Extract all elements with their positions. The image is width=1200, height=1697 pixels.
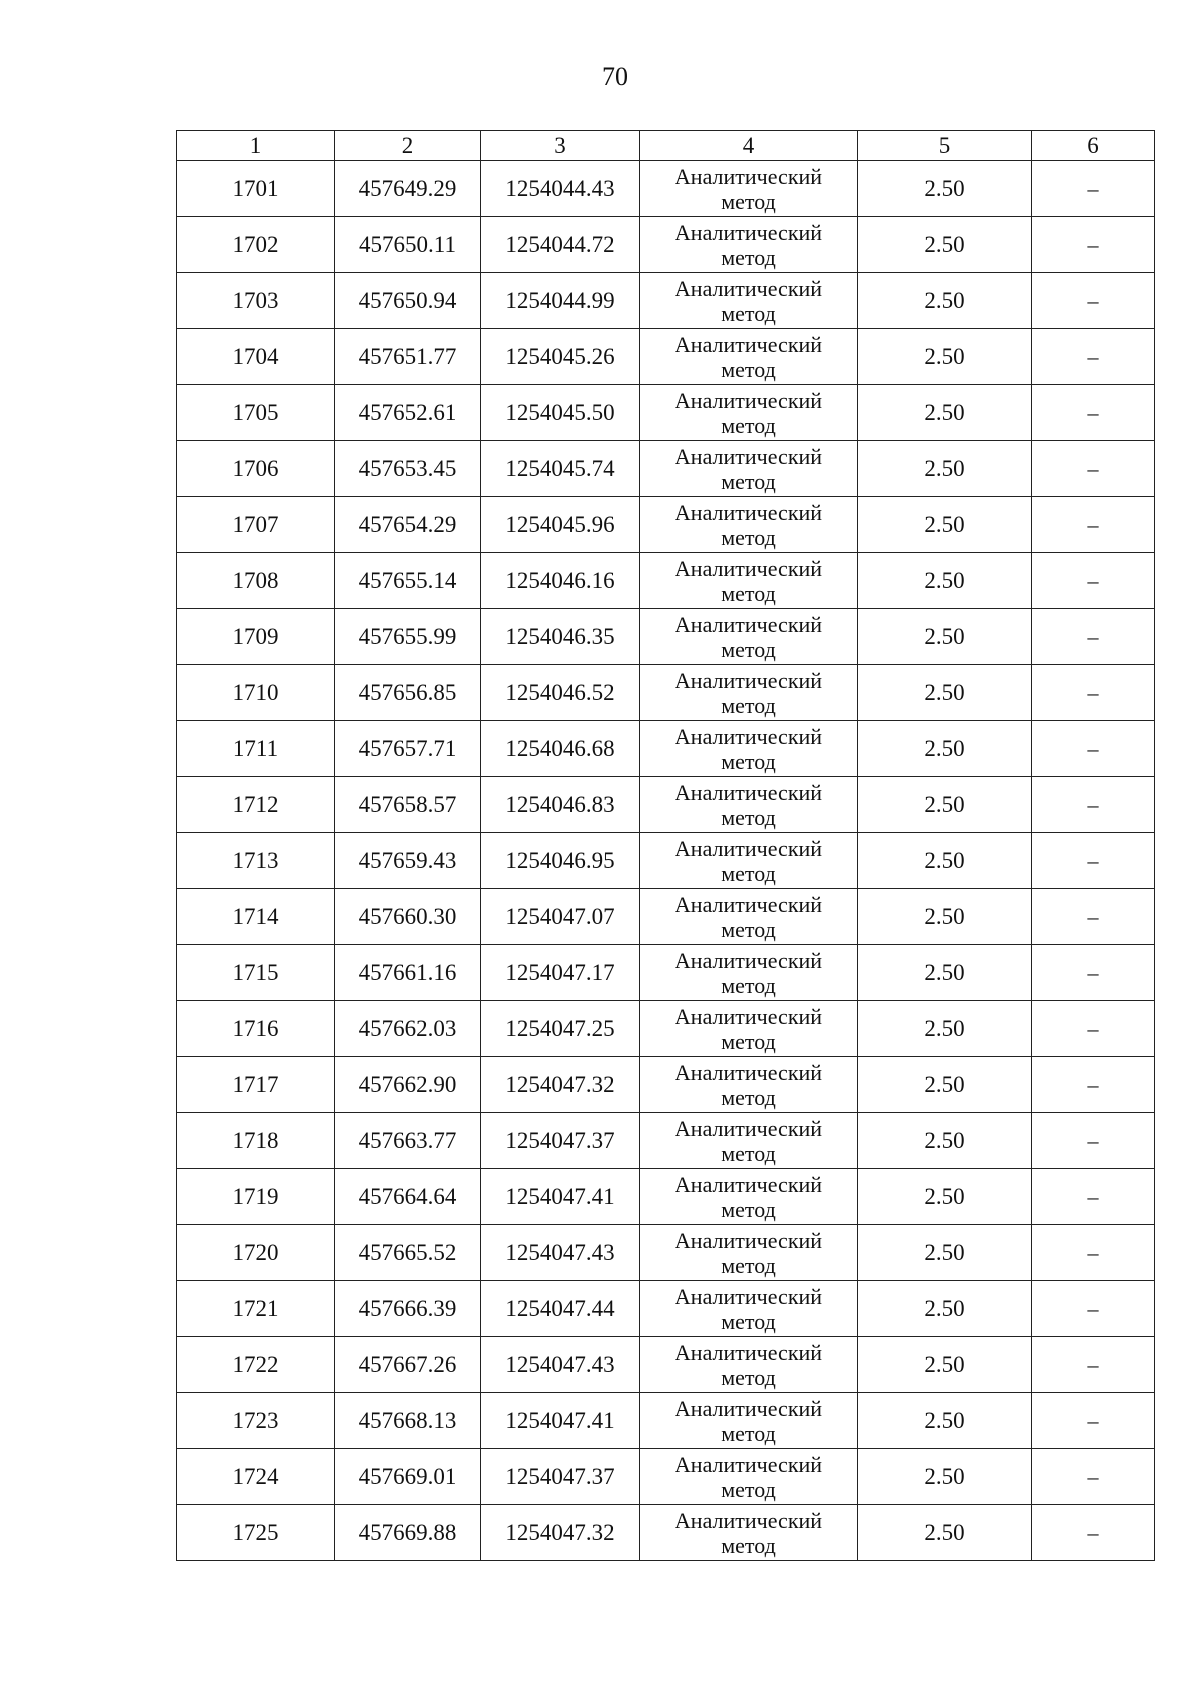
method-line-1: Аналитический bbox=[674, 667, 823, 693]
x-coordinate-cell: 457662.03 bbox=[335, 1001, 481, 1057]
y-coordinate-cell: 1254046.35 bbox=[481, 609, 640, 665]
method-cell bbox=[640, 1225, 858, 1281]
table-row bbox=[177, 497, 1155, 553]
note-cell: – bbox=[1032, 385, 1155, 441]
note-cell: – bbox=[1032, 1337, 1155, 1393]
table-row bbox=[177, 945, 1155, 1001]
note-cell: – bbox=[1032, 329, 1155, 385]
method-line-2: метод bbox=[721, 1420, 776, 1446]
note-cell: – bbox=[1032, 721, 1155, 777]
point-number-cell: 1714 bbox=[177, 889, 335, 945]
x-coordinate-cell: 457651.77 bbox=[335, 329, 481, 385]
x-coordinate-cell: 457654.29 bbox=[335, 497, 481, 553]
method-line-2: метод bbox=[721, 748, 776, 774]
y-coordinate-cell: 1254045.26 bbox=[481, 329, 640, 385]
x-coordinate-cell: 457662.90 bbox=[335, 1057, 481, 1113]
note-cell: – bbox=[1032, 833, 1155, 889]
table-row bbox=[177, 441, 1155, 497]
table-row bbox=[177, 1225, 1155, 1281]
accuracy-cell: 2.50 bbox=[858, 1169, 1032, 1225]
table-header bbox=[177, 131, 1155, 161]
point-number-cell: 1708 bbox=[177, 553, 335, 609]
x-coordinate-cell: 457660.30 bbox=[335, 889, 481, 945]
method-cell bbox=[640, 1169, 858, 1225]
accuracy-cell: 2.50 bbox=[858, 721, 1032, 777]
y-coordinate-cell: 1254046.95 bbox=[481, 833, 640, 889]
method-line-1: Аналитический bbox=[674, 499, 823, 525]
y-coordinate-cell: 1254046.52 bbox=[481, 665, 640, 721]
note-cell: – bbox=[1032, 945, 1155, 1001]
x-coordinate-cell: 457653.45 bbox=[335, 441, 481, 497]
y-coordinate-cell: 1254046.68 bbox=[481, 721, 640, 777]
x-coordinate-cell: 457668.13 bbox=[335, 1393, 481, 1449]
table-row bbox=[177, 161, 1155, 217]
x-coordinate-cell: 457650.94 bbox=[335, 273, 481, 329]
x-coordinate-cell: 457652.61 bbox=[335, 385, 481, 441]
x-coordinate-cell: 457669.01 bbox=[335, 1449, 481, 1505]
method-line-2: метод bbox=[721, 1140, 776, 1166]
point-number-cell: 1702 bbox=[177, 217, 335, 273]
accuracy-cell: 2.50 bbox=[858, 1449, 1032, 1505]
x-coordinate-cell: 457650.11 bbox=[335, 217, 481, 273]
table-row bbox=[177, 721, 1155, 777]
method-line-1: Аналитический bbox=[674, 1003, 823, 1029]
note-cell: – bbox=[1032, 1001, 1155, 1057]
method-cell bbox=[640, 1001, 858, 1057]
method-line-2: метод bbox=[721, 580, 776, 606]
point-number-cell: 1722 bbox=[177, 1337, 335, 1393]
x-coordinate-cell: 457659.43 bbox=[335, 833, 481, 889]
column-header-3: 3 bbox=[481, 131, 640, 161]
accuracy-cell: 2.50 bbox=[858, 1281, 1032, 1337]
x-coordinate-cell: 457669.88 bbox=[335, 1505, 481, 1561]
method-cell bbox=[640, 1337, 858, 1393]
x-coordinate-cell: 457657.71 bbox=[335, 721, 481, 777]
point-number-cell: 1716 bbox=[177, 1001, 335, 1057]
note-cell: – bbox=[1032, 441, 1155, 497]
method-line-2: метод bbox=[721, 1028, 776, 1054]
method-line-1: Аналитический bbox=[674, 723, 823, 749]
column-header-4: 4 bbox=[640, 131, 858, 161]
x-coordinate-cell: 457656.85 bbox=[335, 665, 481, 721]
x-coordinate-cell: 457664.64 bbox=[335, 1169, 481, 1225]
method-line-1: Аналитический bbox=[674, 1059, 823, 1085]
note-cell: – bbox=[1032, 217, 1155, 273]
y-coordinate-cell: 1254047.25 bbox=[481, 1001, 640, 1057]
note-cell: – bbox=[1032, 1393, 1155, 1449]
method-cell bbox=[640, 497, 858, 553]
column-header-6: 6 bbox=[1032, 131, 1155, 161]
method-cell bbox=[640, 1113, 858, 1169]
method-line-1: Аналитический bbox=[674, 891, 823, 917]
accuracy-cell: 2.50 bbox=[858, 1337, 1032, 1393]
y-coordinate-cell: 1254046.83 bbox=[481, 777, 640, 833]
table-body bbox=[177, 161, 1155, 1561]
table-row bbox=[177, 1001, 1155, 1057]
note-cell: – bbox=[1032, 1505, 1155, 1561]
table-row bbox=[177, 329, 1155, 385]
page-number: 70 bbox=[602, 62, 628, 91]
note-cell: – bbox=[1032, 1225, 1155, 1281]
method-line-1: Аналитический bbox=[674, 1451, 823, 1477]
y-coordinate-cell: 1254044.72 bbox=[481, 217, 640, 273]
accuracy-cell: 2.50 bbox=[858, 833, 1032, 889]
point-number-cell: 1725 bbox=[177, 1505, 335, 1561]
method-line-2: метод bbox=[721, 1252, 776, 1278]
method-cell bbox=[640, 609, 858, 665]
method-line-1: Аналитический bbox=[674, 1283, 823, 1309]
accuracy-cell: 2.50 bbox=[858, 889, 1032, 945]
point-number-cell: 1707 bbox=[177, 497, 335, 553]
method-line-2: метод bbox=[721, 860, 776, 886]
table-row bbox=[177, 665, 1155, 721]
accuracy-cell: 2.50 bbox=[858, 497, 1032, 553]
method-line-2: метод bbox=[721, 972, 776, 998]
method-line-1: Аналитический bbox=[674, 555, 823, 581]
method-cell bbox=[640, 1057, 858, 1113]
note-cell: – bbox=[1032, 609, 1155, 665]
note-cell: – bbox=[1032, 665, 1155, 721]
point-number-cell: 1701 bbox=[177, 161, 335, 217]
table-row bbox=[177, 553, 1155, 609]
column-header-1: 1 bbox=[177, 131, 335, 161]
method-line-2: метод bbox=[721, 916, 776, 942]
accuracy-cell: 2.50 bbox=[858, 609, 1032, 665]
point-number-cell: 1715 bbox=[177, 945, 335, 1001]
table-row bbox=[177, 1505, 1155, 1561]
y-coordinate-cell: 1254044.43 bbox=[481, 161, 640, 217]
method-line-2: метод bbox=[721, 524, 776, 550]
accuracy-cell: 2.50 bbox=[858, 1393, 1032, 1449]
x-coordinate-cell: 457649.29 bbox=[335, 161, 481, 217]
table-row bbox=[177, 273, 1155, 329]
method-cell bbox=[640, 1449, 858, 1505]
method-line-1: Аналитический bbox=[674, 163, 823, 189]
point-number-cell: 1717 bbox=[177, 1057, 335, 1113]
method-cell bbox=[640, 889, 858, 945]
accuracy-cell: 2.50 bbox=[858, 161, 1032, 217]
point-number-cell: 1710 bbox=[177, 665, 335, 721]
accuracy-cell: 2.50 bbox=[858, 665, 1032, 721]
method-line-2: метод bbox=[721, 1476, 776, 1502]
method-line-2: метод bbox=[721, 1084, 776, 1110]
x-coordinate-cell: 457655.14 bbox=[335, 553, 481, 609]
point-number-cell: 1720 bbox=[177, 1225, 335, 1281]
method-line-1: Аналитический bbox=[674, 835, 823, 861]
method-line-2: метод bbox=[721, 1364, 776, 1390]
method-cell bbox=[640, 385, 858, 441]
method-cell bbox=[640, 441, 858, 497]
note-cell: – bbox=[1032, 777, 1155, 833]
point-number-cell: 1721 bbox=[177, 1281, 335, 1337]
method-line-2: метод bbox=[721, 188, 776, 214]
method-cell bbox=[640, 1505, 858, 1561]
note-cell: – bbox=[1032, 273, 1155, 329]
note-cell: – bbox=[1032, 1281, 1155, 1337]
table-row bbox=[177, 889, 1155, 945]
accuracy-cell: 2.50 bbox=[858, 1001, 1032, 1057]
point-number-cell: 1712 bbox=[177, 777, 335, 833]
point-number-cell: 1706 bbox=[177, 441, 335, 497]
table-row bbox=[177, 1449, 1155, 1505]
x-coordinate-cell: 457667.26 bbox=[335, 1337, 481, 1393]
method-line-1: Аналитический bbox=[674, 1115, 823, 1141]
accuracy-cell: 2.50 bbox=[858, 1505, 1032, 1561]
method-line-2: метод bbox=[721, 636, 776, 662]
method-line-2: метод bbox=[721, 1308, 776, 1334]
method-cell bbox=[640, 161, 858, 217]
method-line-1: Аналитический bbox=[674, 1507, 823, 1533]
table-row bbox=[177, 217, 1155, 273]
table-row bbox=[177, 777, 1155, 833]
method-line-1: Аналитический bbox=[674, 1227, 823, 1253]
method-cell bbox=[640, 329, 858, 385]
point-number-cell: 1704 bbox=[177, 329, 335, 385]
table-row bbox=[177, 609, 1155, 665]
table-row bbox=[177, 385, 1155, 441]
x-coordinate-cell: 457666.39 bbox=[335, 1281, 481, 1337]
method-line-2: метод bbox=[721, 244, 776, 270]
table-row bbox=[177, 1113, 1155, 1169]
y-coordinate-cell: 1254047.17 bbox=[481, 945, 640, 1001]
method-line-2: метод bbox=[721, 412, 776, 438]
x-coordinate-cell: 457658.57 bbox=[335, 777, 481, 833]
accuracy-cell: 2.50 bbox=[858, 553, 1032, 609]
accuracy-cell: 2.50 bbox=[858, 1225, 1032, 1281]
point-number-cell: 1705 bbox=[177, 385, 335, 441]
accuracy-cell: 2.50 bbox=[858, 777, 1032, 833]
table-row bbox=[177, 1057, 1155, 1113]
method-cell bbox=[640, 217, 858, 273]
note-cell: – bbox=[1032, 553, 1155, 609]
method-line-2: метод bbox=[721, 300, 776, 326]
point-number-cell: 1723 bbox=[177, 1393, 335, 1449]
y-coordinate-cell: 1254047.32 bbox=[481, 1505, 640, 1561]
method-line-1: Аналитический bbox=[674, 1395, 823, 1421]
point-number-cell: 1724 bbox=[177, 1449, 335, 1505]
method-line-1: Аналитический bbox=[674, 331, 823, 357]
accuracy-cell: 2.50 bbox=[858, 273, 1032, 329]
method-cell bbox=[640, 553, 858, 609]
method-cell bbox=[640, 273, 858, 329]
note-cell: – bbox=[1032, 1169, 1155, 1225]
table-row bbox=[177, 1337, 1155, 1393]
table-row bbox=[177, 1393, 1155, 1449]
method-cell bbox=[640, 777, 858, 833]
method-line-2: метод bbox=[721, 804, 776, 830]
accuracy-cell: 2.50 bbox=[858, 1057, 1032, 1113]
method-line-1: Аналитический bbox=[674, 443, 823, 469]
accuracy-cell: 2.50 bbox=[858, 217, 1032, 273]
method-line-2: метод bbox=[721, 692, 776, 718]
x-coordinate-cell: 457665.52 bbox=[335, 1225, 481, 1281]
note-cell: – bbox=[1032, 1449, 1155, 1505]
accuracy-cell: 2.50 bbox=[858, 441, 1032, 497]
column-header-5: 5 bbox=[858, 131, 1032, 161]
method-line-1: Аналитический bbox=[674, 275, 823, 301]
method-cell bbox=[640, 1393, 858, 1449]
method-line-1: Аналитический bbox=[674, 1171, 823, 1197]
x-coordinate-cell: 457661.16 bbox=[335, 945, 481, 1001]
y-coordinate-cell: 1254047.37 bbox=[481, 1449, 640, 1505]
note-cell: – bbox=[1032, 161, 1155, 217]
point-number-cell: 1713 bbox=[177, 833, 335, 889]
accuracy-cell: 2.50 bbox=[858, 1113, 1032, 1169]
method-cell bbox=[640, 665, 858, 721]
method-line-1: Аналитический bbox=[674, 947, 823, 973]
method-cell bbox=[640, 945, 858, 1001]
accuracy-cell: 2.50 bbox=[858, 385, 1032, 441]
method-cell bbox=[640, 1281, 858, 1337]
accuracy-cell: 2.50 bbox=[858, 945, 1032, 1001]
header-row bbox=[177, 131, 1155, 161]
note-cell: – bbox=[1032, 889, 1155, 945]
y-coordinate-cell: 1254047.32 bbox=[481, 1057, 640, 1113]
table-row bbox=[177, 833, 1155, 889]
y-coordinate-cell: 1254047.07 bbox=[481, 889, 640, 945]
coordinates-table bbox=[176, 130, 1155, 1561]
table-row bbox=[177, 1169, 1155, 1225]
note-cell: – bbox=[1032, 497, 1155, 553]
method-cell bbox=[640, 833, 858, 889]
y-coordinate-cell: 1254044.99 bbox=[481, 273, 640, 329]
y-coordinate-cell: 1254047.41 bbox=[481, 1169, 640, 1225]
y-coordinate-cell: 1254046.16 bbox=[481, 553, 640, 609]
y-coordinate-cell: 1254045.96 bbox=[481, 497, 640, 553]
y-coordinate-cell: 1254047.43 bbox=[481, 1337, 640, 1393]
point-number-cell: 1711 bbox=[177, 721, 335, 777]
method-line-1: Аналитический bbox=[674, 779, 823, 805]
method-line-1: Аналитический bbox=[674, 1339, 823, 1365]
method-line-1: Аналитический bbox=[674, 387, 823, 413]
method-line-2: метод bbox=[721, 468, 776, 494]
method-line-1: Аналитический bbox=[674, 611, 823, 637]
method-line-1: Аналитический bbox=[674, 219, 823, 245]
column-header-2: 2 bbox=[335, 131, 481, 161]
accuracy-cell: 2.50 bbox=[858, 329, 1032, 385]
x-coordinate-cell: 457663.77 bbox=[335, 1113, 481, 1169]
method-line-2: метод bbox=[721, 1196, 776, 1222]
table-row bbox=[177, 1281, 1155, 1337]
y-coordinate-cell: 1254047.44 bbox=[481, 1281, 640, 1337]
point-number-cell: 1718 bbox=[177, 1113, 335, 1169]
point-number-cell: 1703 bbox=[177, 273, 335, 329]
point-number-cell: 1719 bbox=[177, 1169, 335, 1225]
x-coordinate-cell: 457655.99 bbox=[335, 609, 481, 665]
note-cell: – bbox=[1032, 1057, 1155, 1113]
note-cell: – bbox=[1032, 1113, 1155, 1169]
y-coordinate-cell: 1254047.43 bbox=[481, 1225, 640, 1281]
y-coordinate-cell: 1254047.41 bbox=[481, 1393, 640, 1449]
method-cell bbox=[640, 721, 858, 777]
y-coordinate-cell: 1254047.37 bbox=[481, 1113, 640, 1169]
y-coordinate-cell: 1254045.50 bbox=[481, 385, 640, 441]
y-coordinate-cell: 1254045.74 bbox=[481, 441, 640, 497]
method-line-2: метод bbox=[721, 356, 776, 382]
point-number-cell: 1709 bbox=[177, 609, 335, 665]
method-line-2: метод bbox=[721, 1532, 776, 1558]
